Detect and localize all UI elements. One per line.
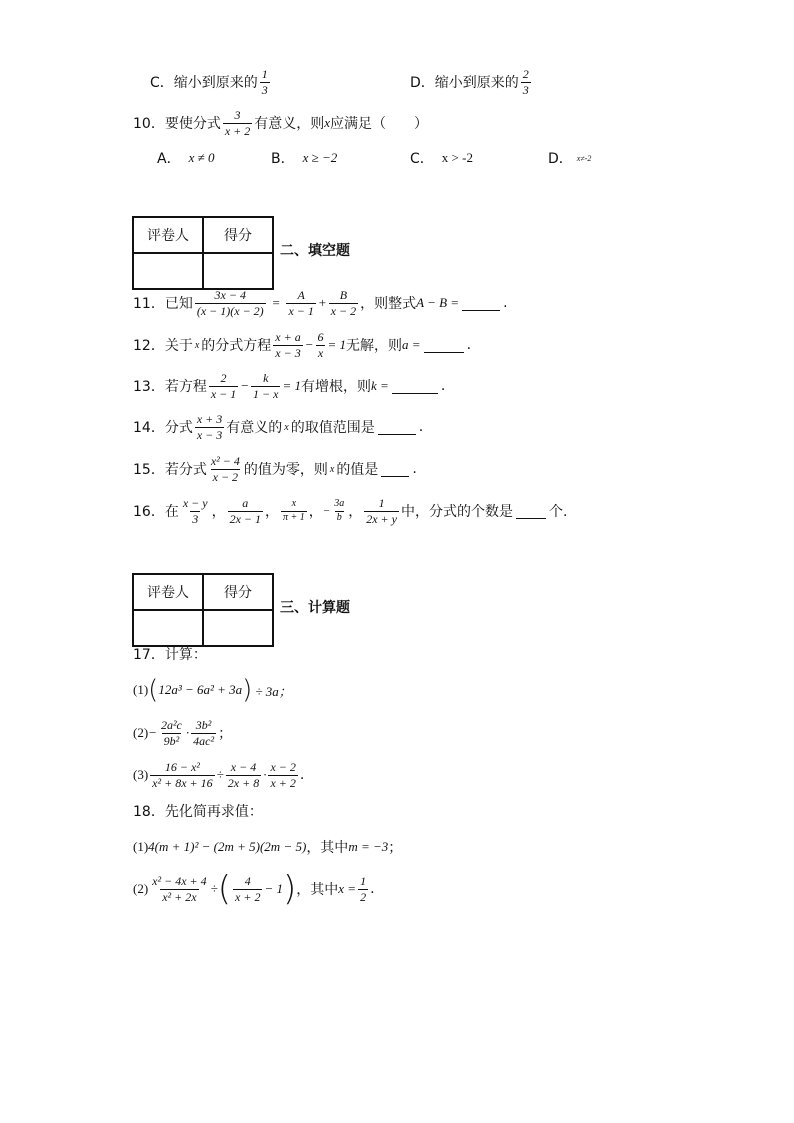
question-11 xyxy=(133,283,508,323)
q14-tail: 的取值范围是 xyxy=(290,420,375,436)
fraction xyxy=(358,875,368,903)
answer-blank[interactable] xyxy=(516,504,546,519)
numerator: 2 xyxy=(220,370,227,385)
section-3-title: 三、计算题 xyxy=(280,600,350,616)
q13-tail: 有增根，则 xyxy=(301,379,372,395)
q18-part-1 xyxy=(133,827,402,867)
answer-blank[interactable] xyxy=(378,420,416,435)
option-d-text: D．缩小到原来的 xyxy=(410,75,519,91)
option-c-text: C．缩小到原来的 xyxy=(150,75,258,91)
part-label: (1) xyxy=(133,682,149,697)
q13-variable-k: k = xyxy=(371,378,389,393)
q15-variable: x xyxy=(329,463,335,475)
q12-variable: x xyxy=(194,339,200,351)
reviewer-header: 评卷人 xyxy=(133,217,203,253)
score-header: 得分 xyxy=(203,574,273,610)
fraction xyxy=(150,761,214,789)
numerator: 1 xyxy=(378,495,385,510)
q10-prefix: 10．要使分式 xyxy=(133,116,221,132)
expression: 4(m + 1)² − (2m + 5)(2m − 5) xyxy=(148,839,307,854)
condition: x = xyxy=(338,881,357,896)
equals-one: = 1 xyxy=(327,337,347,352)
expression-tail: ÷ 3a； xyxy=(255,683,292,699)
q18-part-2 xyxy=(133,869,375,909)
option-value: x > -2 xyxy=(441,150,473,165)
period: . xyxy=(370,881,375,897)
numerator: 2a²c xyxy=(160,717,182,732)
q12-middle: 的分式方程 xyxy=(201,338,272,354)
q10-option-d xyxy=(548,138,591,178)
condition: m = −3 xyxy=(348,839,389,854)
denominator: 9b² xyxy=(163,733,180,748)
q10-option-c xyxy=(410,138,473,178)
denominator: x² + 2x xyxy=(162,889,197,904)
q12-tail: 无解，则 xyxy=(346,338,403,354)
reviewer-header: 评卷人 xyxy=(133,574,203,610)
plus-sign: + xyxy=(317,295,327,310)
separator: ， xyxy=(211,504,226,520)
q13-prefix: 13．若方程 xyxy=(133,379,207,395)
fraction xyxy=(332,499,346,523)
fraction xyxy=(195,289,266,317)
fraction xyxy=(191,719,216,747)
answer-blank[interactable] xyxy=(424,338,464,353)
numerator: 6 xyxy=(317,329,324,344)
q16-prefix: 16．在 xyxy=(133,504,179,520)
numerator: B xyxy=(339,287,348,302)
answer-blank[interactable] xyxy=(381,462,409,477)
option-value: x≠-2 xyxy=(576,153,592,163)
numerator: 3x − 4 xyxy=(214,287,246,302)
denominator: x + 2 xyxy=(235,889,261,904)
answer-blank[interactable] xyxy=(392,379,438,394)
minus-sign: − xyxy=(148,725,157,740)
question-15 xyxy=(133,449,417,489)
part-label: (2) xyxy=(133,725,149,740)
answer-blank[interactable] xyxy=(462,296,500,311)
q17-title: 17．计算： xyxy=(133,647,207,663)
fraction xyxy=(233,875,262,903)
expression: 12a³ − 6a² + 3a xyxy=(158,682,243,697)
question-10 xyxy=(133,103,428,143)
fraction xyxy=(209,372,238,400)
option-value: x ≠ 0 xyxy=(188,150,215,165)
fraction xyxy=(251,372,280,400)
q10-middle: 有意义，则 xyxy=(254,116,325,132)
q10-option-a xyxy=(157,138,214,178)
period: . xyxy=(412,461,417,477)
fraction xyxy=(260,68,270,96)
denominator: 3 xyxy=(261,82,268,97)
denominator: b xyxy=(336,511,342,523)
numerator: 1 xyxy=(360,873,367,888)
denominator: π + 1 xyxy=(283,511,305,523)
multiply-dot: · xyxy=(263,767,267,782)
period: . xyxy=(418,419,424,435)
denominator: x − 1 xyxy=(288,303,314,318)
fraction xyxy=(209,455,242,483)
option-label: D． xyxy=(548,151,573,167)
numerator: x + 3 xyxy=(196,411,223,426)
q9-option-d xyxy=(410,62,533,102)
question-18-title xyxy=(133,791,263,831)
q16-tail: 个. xyxy=(548,504,568,520)
minus-one: − 1 xyxy=(264,881,283,896)
condition-prefix: ，其中 xyxy=(306,840,349,856)
separator: ， xyxy=(308,504,323,520)
q11-expression: A − B = xyxy=(416,295,460,310)
fraction xyxy=(195,413,224,441)
q12-prefix: 12．关于 xyxy=(133,338,193,354)
q16-middle: 中，分式的个数是 xyxy=(400,504,513,520)
minus-sign: − xyxy=(304,337,314,352)
numerator: 4 xyxy=(244,873,251,888)
minus-sign: − xyxy=(322,505,331,517)
period: . xyxy=(440,378,446,394)
q15-tail: 的值是 xyxy=(336,462,379,478)
denominator: 1 − x xyxy=(253,386,279,401)
semicolon: ； xyxy=(218,726,233,742)
period: . xyxy=(503,295,508,311)
denominator: 2x + y xyxy=(366,511,397,526)
right-paren: ) xyxy=(242,675,253,705)
fraction xyxy=(223,109,252,137)
numerator: 16 − x² xyxy=(164,759,200,774)
option-value: x ≥ −2 xyxy=(302,150,338,165)
q11-prefix: 11．已知 xyxy=(133,296,193,312)
numerator: 3b² xyxy=(195,717,212,732)
numerator: a xyxy=(242,495,249,510)
q10-suffix: 应满足（ ） xyxy=(330,116,429,132)
fraction xyxy=(329,289,358,317)
period: . xyxy=(466,337,472,353)
part-label: (2) xyxy=(133,881,149,896)
fraction xyxy=(228,497,263,525)
numerator: 3 xyxy=(234,107,241,122)
left-paren: ( xyxy=(148,675,159,705)
q14-prefix: 14．分式 xyxy=(133,420,193,436)
score-cell xyxy=(203,610,273,646)
denominator: x − 3 xyxy=(196,427,223,442)
denominator: 2x − 1 xyxy=(229,511,262,526)
denominator: x − 2 xyxy=(212,469,239,484)
equals-one: = 1 xyxy=(282,378,302,393)
q14-middle: 有意义的 xyxy=(226,420,283,436)
separator: ， xyxy=(348,504,363,520)
numerator: 1 xyxy=(261,66,268,81)
question-14 xyxy=(133,407,423,447)
q9-option-c xyxy=(150,62,272,102)
part-label: (1) xyxy=(133,839,149,854)
q15-middle: 的值为零，则 xyxy=(243,462,328,478)
score-header: 得分 xyxy=(203,217,273,253)
denominator: x − 2 xyxy=(330,303,357,318)
denominator: 3 xyxy=(192,511,199,526)
numerator: x xyxy=(291,498,297,509)
separator: ， xyxy=(265,504,280,520)
denominator: x xyxy=(317,345,324,360)
fraction xyxy=(286,289,315,317)
denominator: 4ac² xyxy=(193,733,215,748)
period: . xyxy=(299,767,305,783)
fraction xyxy=(521,68,531,96)
score-table-1 xyxy=(132,216,274,290)
fraction xyxy=(273,331,302,359)
left-paren: ( xyxy=(217,869,232,909)
fraction xyxy=(364,497,399,525)
section-2-title: 二、填空题 xyxy=(280,243,350,259)
denominator: x² + 8x + 16 xyxy=(152,775,213,790)
equals-sign: = xyxy=(271,295,281,310)
q12-variable-a: a = xyxy=(402,337,421,352)
numerator: 3a xyxy=(334,498,345,509)
condition-prefix: ，其中 xyxy=(296,882,339,898)
denominator: 3 xyxy=(522,82,529,97)
denominator: (x − 1)(x − 2) xyxy=(196,303,264,318)
multiply-dot: · xyxy=(185,725,190,740)
numerator: 2 xyxy=(522,66,529,81)
fraction xyxy=(268,761,297,789)
q14-variable: x xyxy=(284,421,289,433)
semicolon: ； xyxy=(388,840,403,856)
q10-variable: x xyxy=(324,115,331,130)
fraction xyxy=(226,761,261,789)
fraction xyxy=(316,331,326,359)
denominator: 2x + 8 xyxy=(227,775,260,790)
q17-part-2 xyxy=(133,713,232,753)
denominator: 2 xyxy=(360,889,367,904)
question-13 xyxy=(133,366,445,406)
question-17-title xyxy=(133,634,207,674)
divide-sign: ÷ xyxy=(216,767,224,782)
fraction xyxy=(181,497,210,525)
numerator: k xyxy=(263,370,269,385)
numerator: x + a xyxy=(275,329,301,344)
numerator: x − 4 xyxy=(230,759,257,774)
denominator: x + 2 xyxy=(270,775,296,790)
question-16 xyxy=(133,491,567,531)
option-label: B． xyxy=(271,151,295,167)
fraction xyxy=(281,499,307,523)
denominator: x + 2 xyxy=(224,123,251,138)
divide-sign: ÷ xyxy=(210,881,218,896)
q10-option-b xyxy=(271,138,337,178)
denominator: x − 3 xyxy=(275,345,301,360)
option-label: C． xyxy=(410,151,434,167)
q17-part-3 xyxy=(133,755,304,795)
fraction xyxy=(159,719,184,747)
denominator: x − 1 xyxy=(210,386,237,401)
option-label: A． xyxy=(157,151,181,167)
q15-prefix: 15．若分式 xyxy=(133,462,207,478)
q18-title: 18．先化简再求值： xyxy=(133,804,263,820)
numerator: x² − 4x + 4 xyxy=(152,873,207,888)
numerator: x − y xyxy=(182,495,208,510)
part-label: (3) xyxy=(133,767,149,782)
numerator: A xyxy=(297,287,305,302)
q17-part-1 xyxy=(133,670,292,710)
q11-middle: ，则整式 xyxy=(360,296,417,312)
question-12 xyxy=(133,325,471,365)
numerator: x² − 4 xyxy=(210,453,240,468)
numerator: x − 2 xyxy=(270,759,296,774)
right-paren: ) xyxy=(283,869,297,909)
fraction xyxy=(150,875,208,903)
minus-sign: − xyxy=(240,378,250,393)
